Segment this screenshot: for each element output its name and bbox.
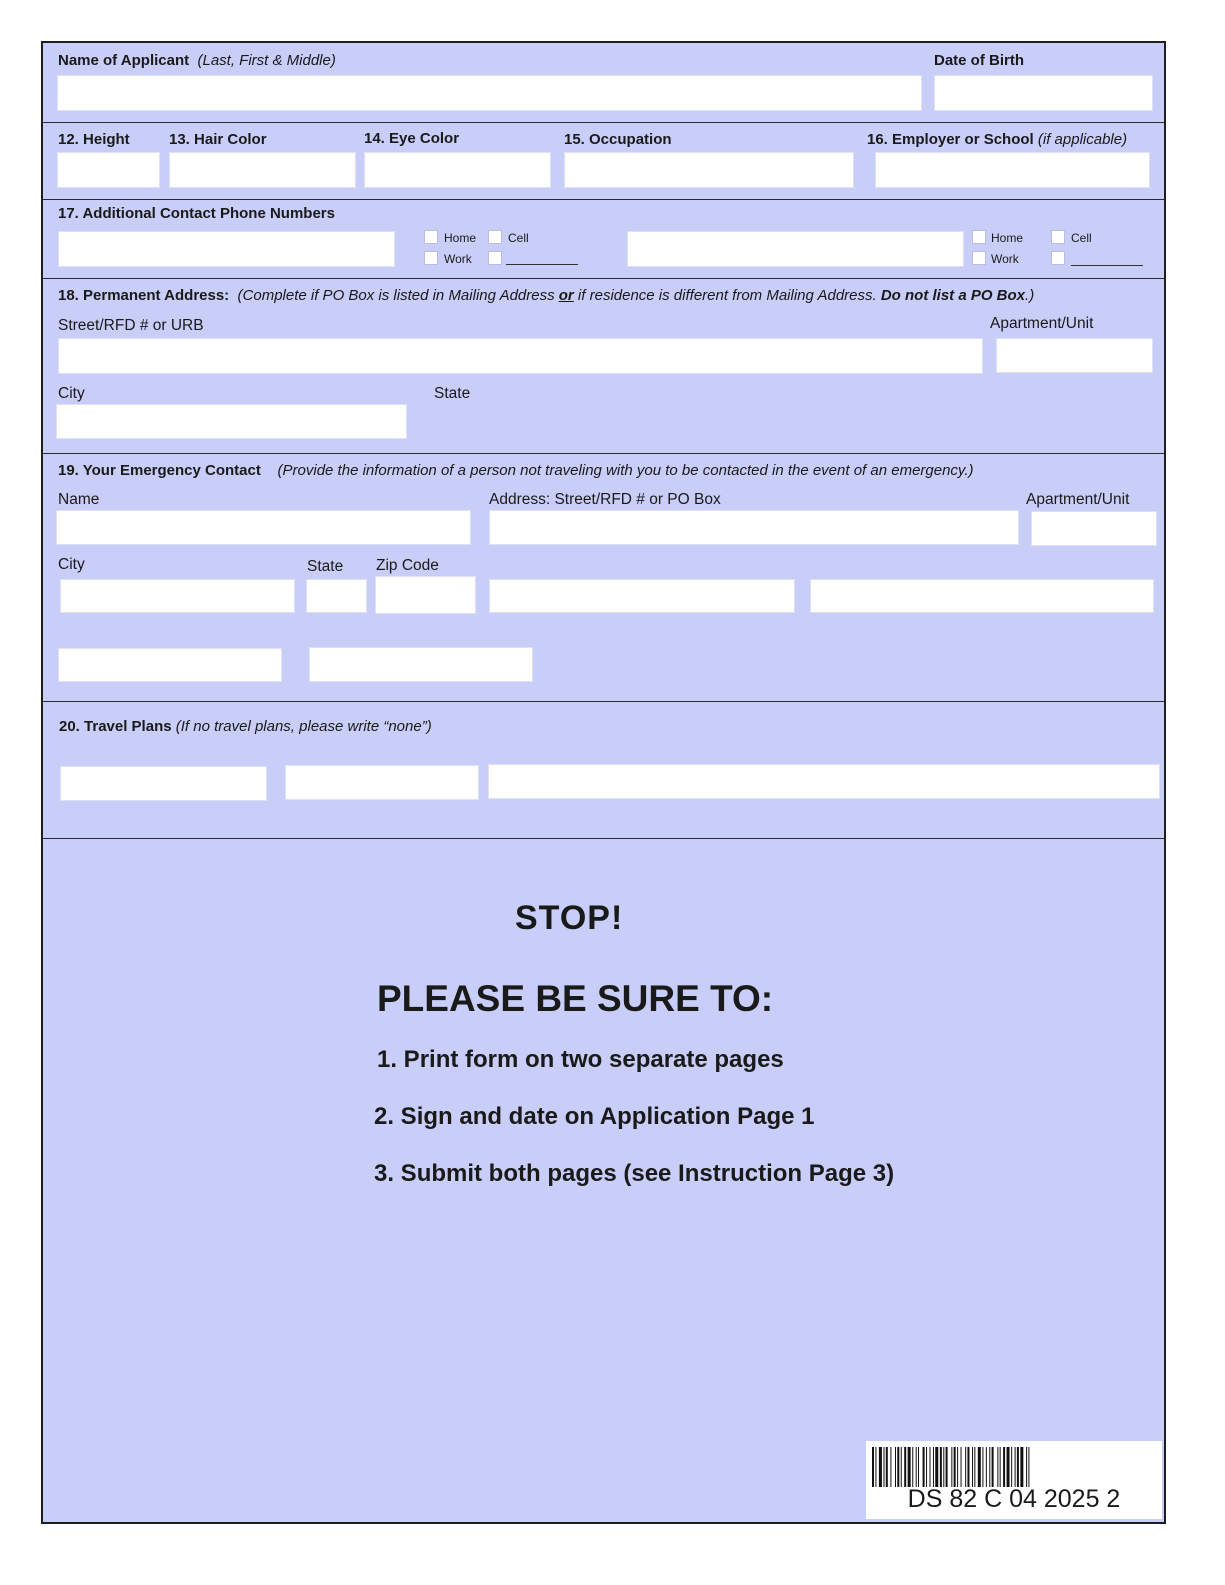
apartment-label: Apartment/Unit (990, 315, 1094, 332)
permanent-city-field[interactable] (56, 404, 407, 439)
phone-2-other-line[interactable] (1071, 265, 1143, 266)
phone-2-work-checkbox[interactable] (972, 251, 986, 265)
occupation-field[interactable] (564, 152, 854, 188)
date-of-birth-field[interactable] (934, 75, 1153, 111)
phone-2-home-checkbox[interactable] (972, 230, 986, 244)
date-of-birth-label: Date of Birth (934, 52, 1024, 69)
barcode (866, 1441, 1162, 1519)
hair-color-label: 13. Hair Color (169, 131, 267, 148)
height-field[interactable] (57, 152, 160, 188)
eye-color-field[interactable] (364, 152, 551, 188)
travel-destination-field[interactable] (488, 764, 1160, 799)
emergency-street-field[interactable] (489, 510, 1019, 545)
travel-date-field[interactable] (60, 766, 267, 801)
emergency-city-field[interactable] (60, 579, 295, 613)
emergency-apartment-label: Apartment/Unit (1026, 491, 1130, 508)
permanent-street-field[interactable] (58, 338, 983, 374)
passport-form (41, 41, 1166, 1524)
work-label: Work (444, 252, 472, 266)
eye-color-label: 14. Eye Color (364, 130, 460, 147)
phone-1-field[interactable] (58, 231, 395, 267)
employer-label: 16. Employer or School (if applicable) (867, 131, 1128, 148)
section-divider (43, 453, 1164, 454)
please-be-sure-heading: PLEASE BE SURE TO: (377, 978, 774, 1019)
phone-1-other-line[interactable] (506, 264, 578, 265)
cell-label: Cell (1071, 231, 1092, 245)
applicant-name-field[interactable] (57, 75, 922, 111)
city-label: City (58, 385, 85, 402)
instruction-step-1: 1. Print form on two separate pages (377, 1046, 784, 1073)
phone-1-cell-checkbox[interactable] (488, 230, 502, 244)
instruction-step-2: 2. Sign and date on Application Page 1 (374, 1103, 815, 1130)
emergency-state-field[interactable] (306, 579, 367, 613)
phone-2-field[interactable] (627, 231, 964, 267)
phone-1-home-checkbox[interactable] (424, 230, 438, 244)
section-divider (43, 838, 1164, 839)
emergency-contact-label: 19. Your Emergency Contact (Provide the information of a person not traveling with you to be contacted in the event of an emergency.) (58, 462, 974, 479)
height-label: 12. Height (58, 131, 130, 148)
phone-1-work-checkbox[interactable] (424, 251, 438, 265)
stop-heading: STOP! (515, 899, 624, 937)
emergency-extra-field-1[interactable] (58, 648, 282, 682)
barcode-number: DS 82 C 04 2025 2 (907, 1485, 1121, 1513)
name-of-applicant-label: Name of Applicant (Last, First & Middle) (58, 52, 336, 69)
phone-2-cell-checkbox[interactable] (1051, 230, 1065, 244)
phone-1-other-checkbox[interactable] (488, 251, 502, 265)
permanent-apartment-field[interactable] (996, 338, 1153, 373)
phone-2-other-checkbox[interactable] (1051, 251, 1065, 265)
travel-plans-label: 20. Travel Plans (If no travel plans, please write “none”) (59, 718, 432, 735)
emergency-address-label: Address: Street/RFD # or PO Box (489, 491, 721, 508)
emergency-apartment-field[interactable] (1031, 511, 1157, 546)
instruction-step-3: 3. Submit both pages (see Instruction Page 3) (374, 1160, 895, 1187)
emergency-phone-field[interactable] (810, 579, 1154, 613)
section-divider (43, 122, 1164, 123)
permanent-address-label: 18. Permanent Address: (Complete if PO Box is listed in Mailing Address or if residence is different from Mailing Address. Do not list a PO Box.) (58, 287, 1035, 304)
travel-return-field[interactable] (285, 765, 479, 800)
home-label: Home (444, 231, 477, 245)
emergency-zip-field[interactable] (375, 576, 476, 614)
cell-label: Cell (508, 231, 529, 245)
home-label: Home (991, 231, 1024, 245)
hair-color-field[interactable] (169, 152, 356, 188)
work-label: Work (991, 252, 1019, 266)
emergency-city-label: City (58, 556, 85, 573)
street-label: Street/RFD # or URB (58, 317, 204, 334)
occupation-label: 15. Occupation (564, 131, 672, 148)
state-label: State (434, 385, 471, 402)
emergency-name-field[interactable] (56, 510, 471, 545)
emergency-relationship-field[interactable] (489, 579, 795, 613)
barcode-bars (872, 1447, 1156, 1487)
emergency-zip-label: Zip Code (376, 557, 439, 574)
section-divider (43, 278, 1164, 279)
additional-phones-label: 17. Additional Contact Phone Numbers (58, 205, 335, 222)
emergency-name-label: Name (58, 491, 100, 508)
section-divider (43, 701, 1164, 702)
emergency-state-label: State (307, 558, 344, 575)
emergency-extra-field-2[interactable] (309, 647, 533, 682)
employer-field[interactable] (875, 152, 1150, 188)
section-divider (43, 199, 1164, 200)
